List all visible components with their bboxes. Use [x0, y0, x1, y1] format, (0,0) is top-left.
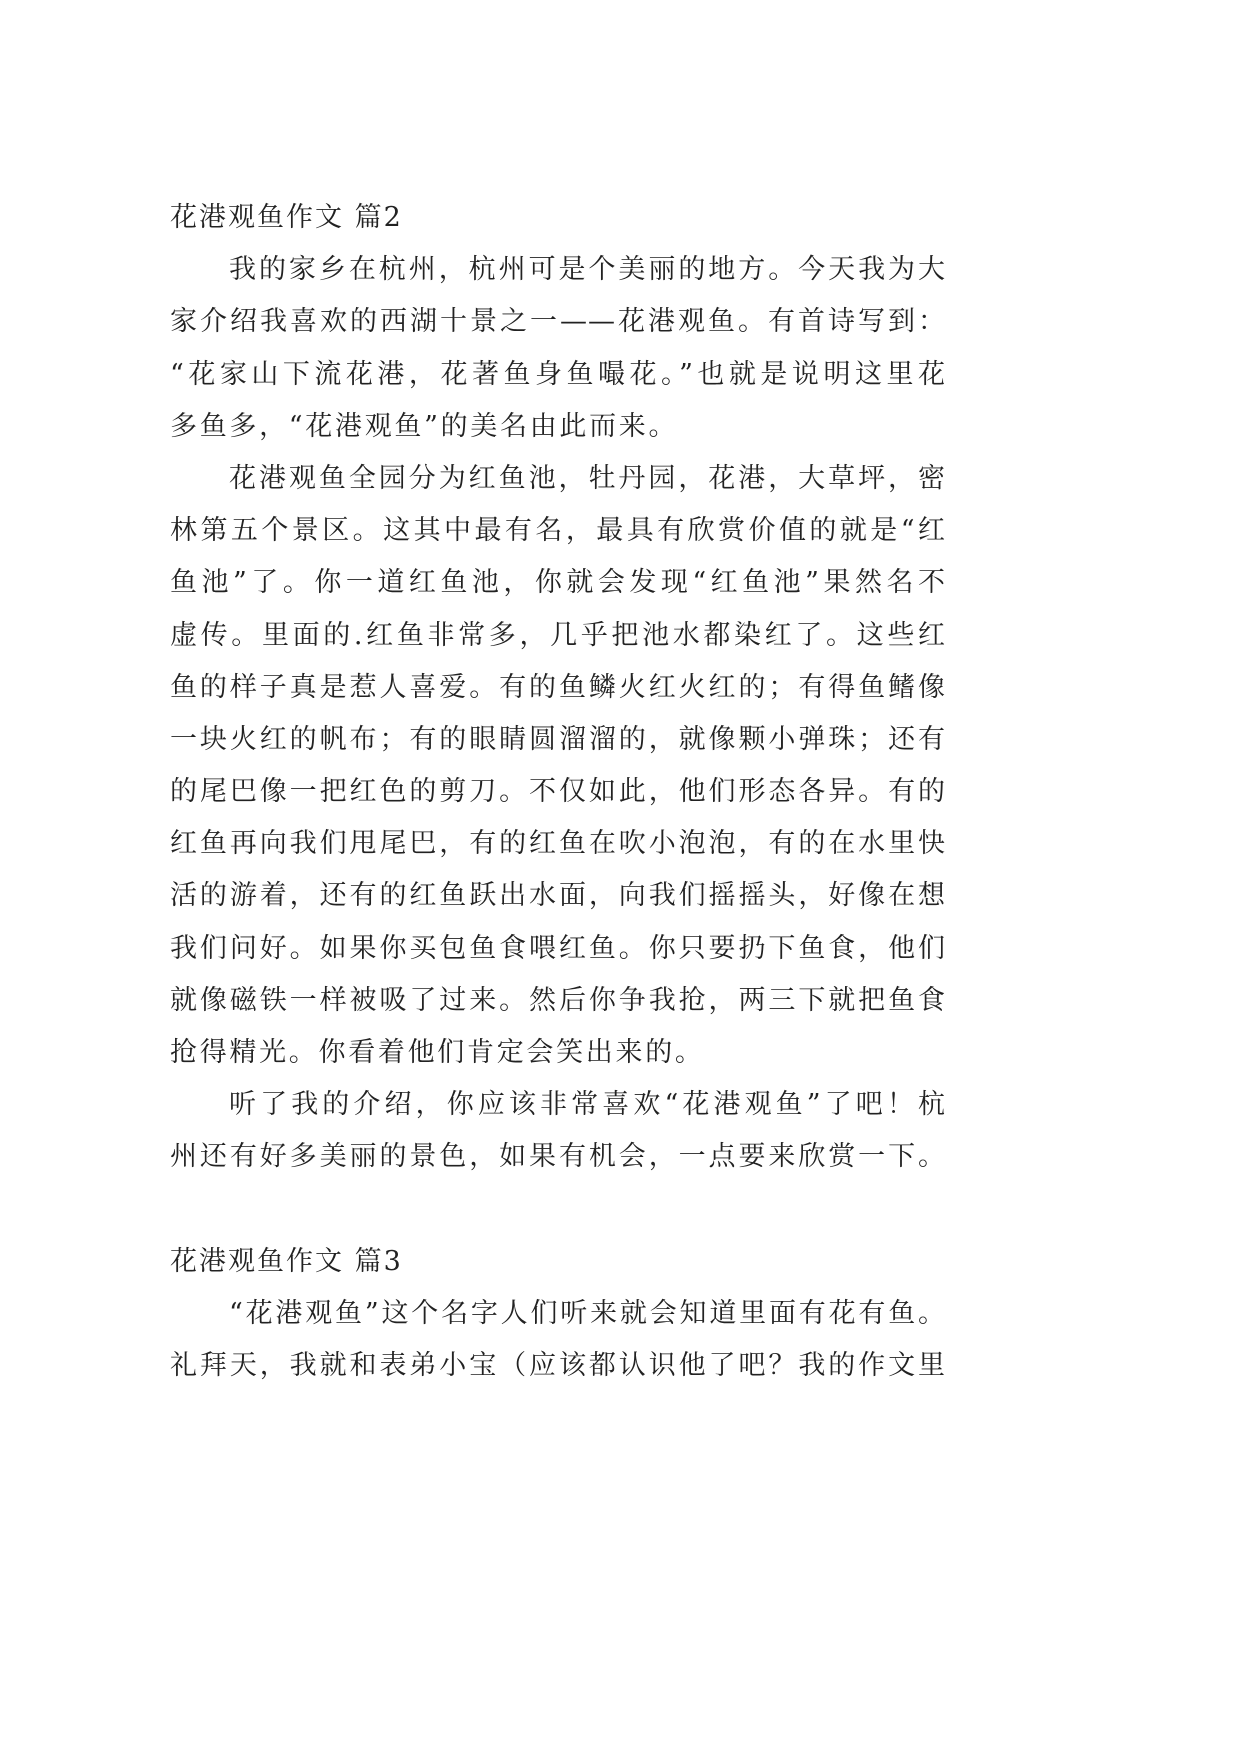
text-line: “花港观鱼”这个名字人们听来就会知道里面有花有鱼。	[229, 1297, 946, 1329]
section-heading: 花港观鱼作文 篇3	[170, 1245, 403, 1277]
paragraph	[170, 1079, 946, 1183]
text-line: 林第五个景区。这其中最有名，最具有欣赏价值的就是“红	[170, 515, 946, 547]
text-line: 活的游着，还有的红鱼跃出水面，向我们摇摇头，好像在想	[170, 880, 946, 912]
text-line: 礼拜天，我就和表弟小宝（应该都认识他了吧？我的作文里	[170, 1350, 946, 1382]
text-line: 鱼池”了。你一道红鱼池，你就会发现“红鱼池”果然名不	[170, 567, 946, 599]
text-line: “花家山下流花港，花著鱼身鱼嘬花。”也就是说明这里花	[170, 358, 946, 390]
text-line: 的尾巴像一把红色的剪刀。不仅如此，他们形态各异。有的	[170, 776, 946, 808]
text-line: 州还有好多美丽的景色，如果有机会，一点要来欣赏一下。	[170, 1141, 946, 1173]
document-content	[170, 192, 946, 1392]
paragraph	[170, 244, 946, 453]
text-line: 听了我的介绍，你应该非常喜欢“花港观鱼”了吧！杭	[229, 1089, 946, 1121]
text-line: 鱼的样子真是惹人喜爱。有的鱼鳞火红火红的；有得鱼鳍像	[170, 671, 946, 703]
essay-section	[170, 192, 946, 1184]
text-line: 我的家乡在杭州，杭州可是个美丽的地方。今天我为大	[229, 254, 946, 286]
paragraph	[170, 1288, 946, 1392]
text-line: 虚传。里面的.红鱼非常多，几乎把池水都染红了。这些红	[170, 619, 946, 651]
text-line: 我们问好。如果你买包鱼食喂红鱼。你只要扔下鱼食，他们	[170, 932, 946, 964]
text-line: 花港观鱼全园分为红鱼池，牡丹园，花港，大草坪，密	[229, 462, 946, 494]
text-line: 一块火红的帆布；有的眼睛圆溜溜的，就像颗小弹珠；还有	[170, 723, 946, 755]
section-heading: 花港观鱼作文 篇2	[170, 202, 403, 233]
text-line: 抢得精光。你看着他们肯定会笑出来的。	[170, 1037, 705, 1068]
text-line: 多鱼多，“花港观鱼”的美名由此而来。	[170, 410, 679, 442]
essay-section	[170, 1236, 946, 1393]
paragraph	[170, 453, 946, 1079]
text-line: 红鱼再向我们甩尾巴，有的红鱼在吹小泡泡，有的在水里快	[170, 828, 946, 860]
text-line: 家介绍我喜欢的西湖十景之一——花港观鱼。有首诗写到：	[170, 306, 946, 338]
text-line: 就像磁铁一样被吸了过来。然后你争我抢，两三下就把鱼食	[170, 984, 946, 1016]
